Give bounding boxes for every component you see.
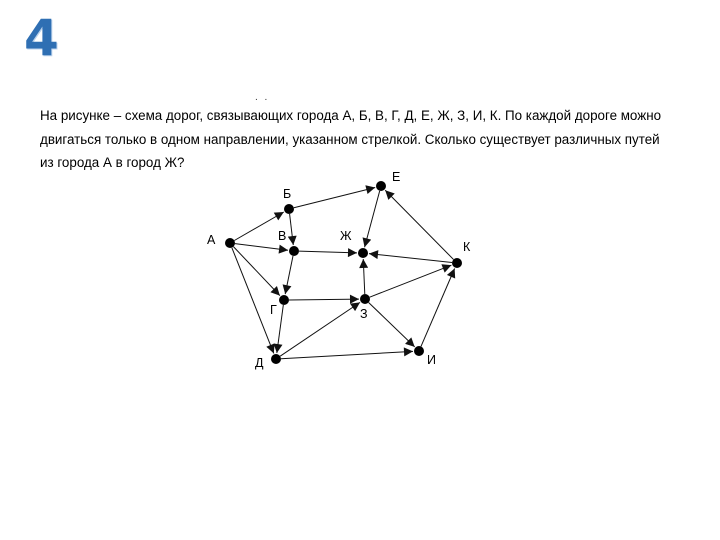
node-B bbox=[284, 204, 294, 214]
edge-Z-Zh bbox=[363, 259, 365, 294]
edge-A-G bbox=[233, 247, 279, 296]
node-D bbox=[271, 354, 281, 364]
edge-E-Zh bbox=[365, 191, 380, 247]
edge-V-G bbox=[285, 256, 293, 294]
node-I bbox=[414, 346, 424, 356]
edge-V-Zh bbox=[299, 251, 357, 253]
node-label-B: Б bbox=[283, 187, 292, 201]
node-label-K: К bbox=[463, 240, 471, 254]
edge-Z-K bbox=[370, 265, 452, 297]
node-G bbox=[279, 295, 289, 305]
edge-D-Z bbox=[280, 302, 360, 356]
question-line: На рисунке – схема дорог, связывающих города А, Б, В, Г, Д, Е, Ж, З, И, К. По каждой дороге можно bbox=[40, 108, 662, 123]
node-A bbox=[225, 238, 235, 248]
slide-number: 4 bbox=[24, 9, 59, 67]
node-K bbox=[452, 258, 462, 268]
node-Zh bbox=[358, 248, 368, 258]
node-label-G: Г bbox=[270, 303, 277, 317]
node-Z bbox=[360, 294, 370, 304]
edge-K-E bbox=[385, 190, 453, 259]
edge-B-E bbox=[294, 187, 375, 207]
edge-G-D bbox=[277, 305, 284, 353]
edge-A-B bbox=[234, 212, 283, 241]
edge-I-K bbox=[421, 269, 455, 347]
edge-B-V bbox=[290, 214, 294, 245]
edge-K-Zh bbox=[369, 254, 452, 263]
node-label-D: Д bbox=[255, 356, 264, 370]
edge-A-V bbox=[235, 244, 288, 251]
question-line: двигаться только в одном направлении, указанном стрелкой. Сколько существует различных путей bbox=[40, 131, 660, 147]
node-V bbox=[289, 246, 299, 256]
node-label-Zh: Ж bbox=[340, 229, 352, 243]
node-label-I: И bbox=[427, 353, 436, 367]
question-line: из города А в город Ж? bbox=[40, 155, 185, 170]
decorative-dots: . . bbox=[255, 92, 270, 103]
node-label-E: Е bbox=[392, 170, 401, 184]
node-label-Z: З bbox=[360, 307, 368, 321]
edge-D-I bbox=[281, 351, 413, 358]
edge-G-Z bbox=[289, 299, 359, 300]
node-E bbox=[376, 181, 386, 191]
edge-A-D bbox=[232, 248, 274, 354]
node-label-V: В bbox=[278, 229, 287, 243]
node-label-A: А bbox=[207, 233, 216, 247]
edge-Z-I bbox=[369, 302, 415, 346]
